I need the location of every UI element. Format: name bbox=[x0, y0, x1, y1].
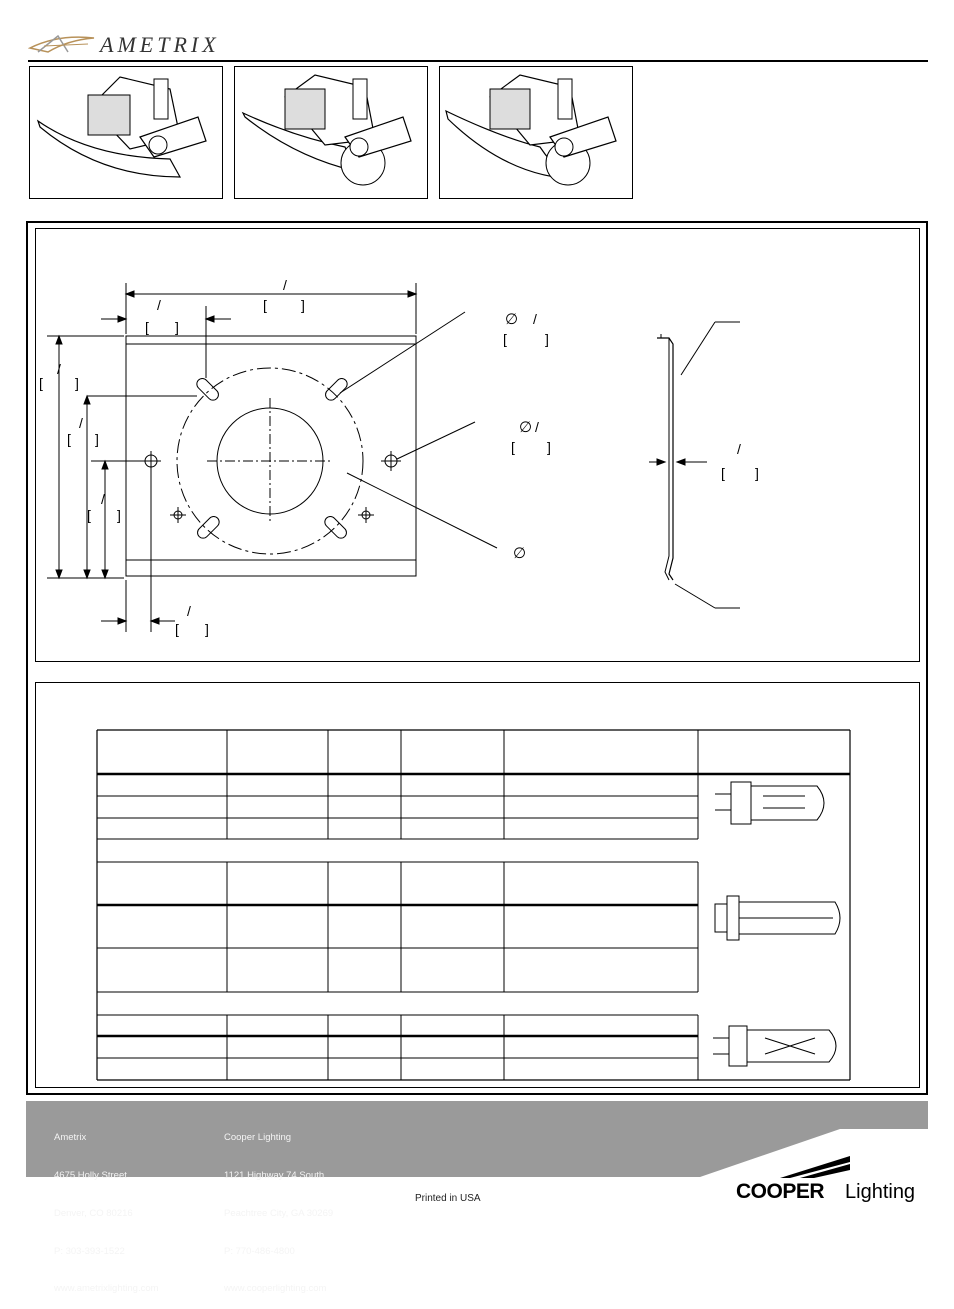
svg-text:]: ] bbox=[755, 465, 759, 481]
svg-text:]: ] bbox=[301, 297, 305, 313]
svg-text:]: ] bbox=[117, 507, 121, 523]
svg-text:[: [ bbox=[511, 439, 515, 455]
mounting-plate-diagram bbox=[35, 228, 920, 662]
footer-ametrix-street: 4675 Holly Street bbox=[54, 1169, 127, 1181]
svg-text:[: [ bbox=[263, 297, 267, 313]
svg-text:]: ] bbox=[547, 439, 551, 455]
lamp-table bbox=[35, 682, 920, 1088]
footer-ametrix-address bbox=[54, 1107, 159, 1309]
svg-text:]: ] bbox=[175, 319, 179, 335]
footer-ametrix-phone: P: 303-393-1522 bbox=[54, 1245, 125, 1257]
svg-text:/: / bbox=[57, 361, 61, 377]
svg-text:/: / bbox=[535, 419, 539, 435]
svg-text:/: / bbox=[737, 441, 741, 457]
svg-text:]: ] bbox=[545, 331, 549, 347]
svg-text:/: / bbox=[283, 277, 287, 293]
footer-cooper-city: Peachtree City, GA 30269 bbox=[224, 1207, 334, 1219]
footer-cooper-address bbox=[224, 1107, 333, 1309]
brand-name: AMETRIX bbox=[100, 32, 220, 57]
svg-text:∅: ∅ bbox=[513, 545, 527, 562]
svg-text:[: [ bbox=[67, 431, 71, 447]
svg-text:∅: ∅ bbox=[519, 419, 533, 436]
svg-text:[: [ bbox=[503, 331, 507, 347]
fixture-image-1 bbox=[29, 66, 223, 199]
bipin-lamp-icon bbox=[713, 1026, 836, 1066]
svg-text:∅: ∅ bbox=[505, 311, 519, 328]
svg-text:]: ] bbox=[75, 375, 79, 391]
cooper-logo-bars-icon bbox=[760, 1150, 860, 1180]
ametrix-logo-icon bbox=[28, 30, 98, 60]
svg-text:/: / bbox=[79, 415, 83, 431]
cooper-logo-text: COOPER bbox=[736, 1180, 825, 1203]
svg-text:[: [ bbox=[145, 319, 149, 335]
footer-ametrix-city: Denver, CO 80216 bbox=[54, 1207, 133, 1219]
footer-cooper-web[interactable]: www.cooperlighting.com bbox=[224, 1283, 327, 1295]
svg-text:/: / bbox=[101, 491, 105, 507]
svg-text:[: [ bbox=[39, 375, 43, 391]
svg-text:/: / bbox=[533, 311, 537, 327]
svg-text:]: ] bbox=[95, 431, 99, 447]
fixture-image-2 bbox=[234, 66, 428, 199]
svg-text:[: [ bbox=[175, 621, 179, 637]
footer-ametrix-web[interactable]: www.ametrixlighting.com bbox=[54, 1283, 159, 1295]
footer-cooper-phone: P: 770-486-4800 bbox=[224, 1245, 295, 1257]
svg-text:/: / bbox=[157, 297, 161, 313]
header-rule bbox=[28, 60, 928, 62]
printed-in-usa: Printed in USA bbox=[415, 1193, 481, 1204]
svg-text:]: ] bbox=[205, 621, 209, 637]
footer-cooper-name: Cooper Lighting bbox=[224, 1132, 292, 1144]
cooper-logo-lighting: Lighting bbox=[845, 1181, 916, 1203]
svg-text:[: [ bbox=[721, 465, 725, 481]
footer-cooper-street: 1121 Highway 74 South bbox=[224, 1169, 325, 1181]
svg-text:[: [ bbox=[87, 507, 91, 523]
fluorescent-lamp-icon bbox=[715, 896, 840, 940]
fixture-image-3 bbox=[439, 66, 633, 199]
footer-ametrix-name: Ametrix bbox=[54, 1132, 87, 1144]
svg-text:/: / bbox=[187, 603, 191, 619]
halogen-lamp-icon bbox=[715, 782, 824, 824]
